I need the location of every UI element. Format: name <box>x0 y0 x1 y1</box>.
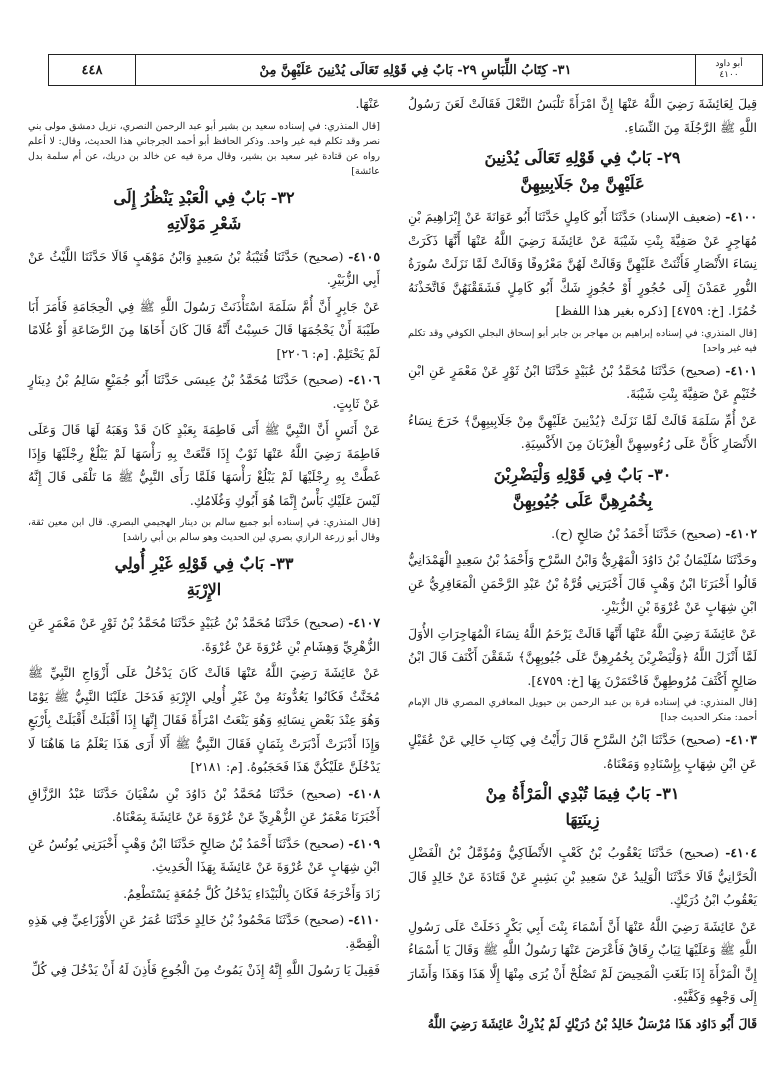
hadith-matn: عَنْ عَائِشَةَ رَضِيَ اللَّهُ عَنْهَا أَنَّهَا قَالَتْ يَرْحَمُ اللَّهُ نِسَاءَ الْمُهَاجِرَاتِ الأُوَلَ لَمَّا أَنْزَلَ اللَّهُ ﴿وَلْيَضْرِبْنَ بِخُمُرِهِنَّ عَلَى جُيُوبِهِنَّ﴾ شَقَقْنَ أَكْنَفَ قَالَ ابْنُ صَالِحٍ أَكْثَفَ مُرُوطِهِنَّ فَاخْتَمَرْنَ بِهَا [خ: ٤٧٥٩]. <box>408 625 757 688</box>
hadith-grade: (صحيح) <box>680 732 721 747</box>
hadith-grade: (صحيح) <box>303 372 344 387</box>
hadith-grade: (صحيح) <box>679 845 719 860</box>
hadith-grade: (ضعيف الإسناد) <box>640 209 722 224</box>
chapter-heading-line: ٣٣- بَابٌ فِي قَوْلِهِ غَيْرِ أُولِي <box>114 554 294 573</box>
chapter-heading <box>408 145 757 197</box>
hadith-4106 <box>28 368 380 415</box>
chapter-heading-line: عَلَيْهِنَّ مِنْ جَلَابِيبِهِنَّ <box>520 174 645 193</box>
chapter-heading-line: الإِرْبَةِ <box>186 580 222 599</box>
hadith-text: حَدَّثَنَا أَحْمَدُ بْنُ صَالِحٍ (ح). <box>551 525 678 541</box>
hadith-matn: عَنْ جَابِرٍ أَنَّ أُمَّ سَلَمَةَ اسْتَأْذَنَتْ رَسُولَ اللَّهِ ﷺ فِي الْحِجَامَةِ فَأَمَرَ أَبَا طَيْبَةَ أَنْ يَحْجُمَهَا قَالَ حَسِبْتُ أَنَّهُ قَالَ كَانَ أَخَاهَا مِنَ الرَّضَاعَةِ أَوْ غُلَامًا لَمْ يَحْتَلِمْ. [م: ٢٢٠٦] <box>28 298 380 361</box>
left-column <box>28 92 380 985</box>
chapter-heading <box>408 781 757 833</box>
header-chapter-title: ٣١- كِتَابُ اللِّبَاسِ ٢٩- بَابٌ فِي قَوْلِهِ تَعَالَى يُدْنِينَ عَلَيْهِنَّ مِنْ <box>259 62 572 78</box>
chapter-heading <box>408 462 757 514</box>
header-book-cell <box>695 55 762 85</box>
footnote: [قال المنذري: في إسناده إبراهيم بن مهاجر بن جابر أبو إسحاق البجلي الكوفي وقد تكلم فيه غير واحد] <box>408 327 757 354</box>
chapter-heading-line: ٣٢- بَابٌ فِي الْعَبْدِ يَنْظُرُ إِلَى <box>113 187 295 207</box>
chapter-heading-line: زِينَتِهَا <box>565 810 600 829</box>
hadith-text: حَدَّثَنَا مُحَمَّدُ بْنُ دَاوُدَ بْنِ سُفْيَانَ حَدَّثَنَا عَبْدُ الرَّزَّاقِ أَخْبَرَنَا مَعْمَرٌ عَنِ الزُّهْرِيِّ عَنْ عُرْوَةَ عَنْ عَائِشَةَ بِمَعْنَاهُ. <box>28 785 380 824</box>
hadith-number: ٤١٠٩- <box>348 835 380 851</box>
paragraph-continuation: عَنْهَا. <box>355 96 380 111</box>
footnote: [قال المنذري: في إسناده قرة بن عبد الرحمن بن حيويل المعافري المصري قال الإمام أحمد: منكر الحديث جدا] <box>408 697 757 723</box>
hadith-matn: فَقِيلَ يَا رَسُولَ اللَّهِ إِنَّهُ إِذَنْ يَمُوتُ مِنَ الْجُوعِ فَأَذِنَ لَهُ أَنْ يَدْخُلَ فِي كُلِّ <box>31 962 380 977</box>
header-book-title: أبو داود <box>715 59 743 69</box>
hadith-number: ٤١٠١- <box>725 362 757 378</box>
hadith-4108 <box>28 782 380 829</box>
hadith-number: ٤١٠٧- <box>348 615 380 630</box>
hadith-number: ٤١٠٤- <box>725 845 757 860</box>
chapter-heading-line: شَعْرِ مَوْلَاتِهِ <box>166 213 242 233</box>
hadith-grade: (صحيح) <box>301 785 342 801</box>
hadith-number: ٤١٠٢- <box>725 525 757 541</box>
hadith-number: ٤١٠٦- <box>348 372 380 387</box>
hadith-matn: عَنْ عَائِشَةَ رَضِيَ اللَّهُ عَنْهَا أَنَّ أَسْمَاءَ بِنْتَ أَبِي بَكْرٍ دَخَلَتْ عَلَى رَسُولِ اللَّهِ ﷺ وَعَلَيْهَا ثِيَابٌ رِقَاقٌ فَأَعْرَضَ عَنْهَا رَسُولُ اللَّهِ ﷺ وَقَالَ يَا أَسْمَاءُ إِنَّ الْمَرْأَةَ إِذَا بَلَغَتِ الْمَحِيضَ لَمْ تَصْلُحْ أَنْ يُرَى مِنْهَا إِلَّا هَذَا وَهَذَا وَأَشَارَ إِلَى وَجْهِهِ وَكَفَّيْهِ. <box>408 918 757 1004</box>
chapter-heading-line: بِخُمُرِهِنَّ عَلَى جُيُوبِهِنَّ <box>512 490 653 510</box>
paragraph: قِيلَ لِعَائِشَةَ رَضِيَ اللَّهُ عَنْهَا إِنَّ امْرَأَةً تَلْبَسُ النَّعْلَ فَقَالَتْ لَعَنَ رَسُولُ اللَّهِ ﷺ الرَّجُلَةَ مِنَ النِّسَاءِ. <box>408 96 757 135</box>
right-column <box>408 92 757 1038</box>
page-header <box>48 54 763 86</box>
hadith-text: حَدَّثَنَا قُتَيْبَةُ بْنُ سَعِيدٍ وَابْنُ مَوْهَبٍ قَالَا حَدَّثَنَا اللَّيْثُ عَنْ أَبِي الزُّبَيْرِ. <box>28 248 380 287</box>
page-number: ٤٤٨ <box>49 55 136 85</box>
hadith-4101 <box>408 359 757 406</box>
hadith-grade: (صحيح) <box>304 912 345 927</box>
hadith-4100 <box>408 205 757 323</box>
hadith-text: حَدَّثَنَا أَبُو كَامِلٍ حَدَّثَنَا أَبُو عَوَانَةَ عَنْ إِبْرَاهِيمَ بْنِ مُهَاجِرٍ عَنْ صَفِيَّةَ بِنْتِ شَيْبَةَ عَنْ عَائِشَةَ رَضِيَ اللَّهُ عَنْهَا أَنَّهَا ذَكَرَتْ نِسَاءَ الأَنْصَارِ فَأَثْنَتْ عَلَيْهِنَّ وَقَالَتْ لَهُنَّ مَعْرُوفًا وَقَالَتْ لَمَّا نَزَلَتْ سُورَةُ النُّورِ عَمَدْنَ إِلَى حُجُورٍ أَوْ حُجُوزٍ شَكَّ أَبُو كَامِلٍ فَشَقَقْنَهُنَّ فَاتَّخَذْنَهُ خُمُرًا. [خ: ٤٧٥٩] [ذكره بغير هذا اللفظ] <box>408 209 757 318</box>
hadith-number: ٤١٠٥- <box>348 248 380 264</box>
hadith-number: ٤١١٠- <box>348 912 380 927</box>
hadith-text: حَدَّثَنَا مُحَمَّدُ بْنُ عُبَيْدٍ حَدَّثَنَا ابْنُ ثَوْرٍ عَنْ مَعْمَرٍ عَنِ ابْنِ خُثَيْمٍ عَنْ صَفِيَّةَ بِنْتِ شَيْبَةَ. <box>408 362 757 401</box>
hadith-text: حَدَّثَنَا يَعْقُوبُ بْنُ كَعْبٍ الأَنْطَاكِيُّ وَمُؤَمَّلُ بْنُ الْفَضْلِ الْحَرَّانِيُّ قَالَا حَدَّثَنَا الْوَلِيدُ عَنْ سَعِيدِ بْنِ بَشِيرٍ عَنْ قَتَادَةَ عَنْ خَالِدٍ قَالَ يَعْقُوبُ ابْنُ دُرَيْكٍ. <box>408 845 757 907</box>
chapter-heading <box>28 185 380 237</box>
chapter-heading-line: ٣١- بَابٌ فِيمَا تُبْدِي الْمَرْأَةُ مِنْ <box>485 784 680 803</box>
hadith-grade: (صحيح) <box>681 525 722 541</box>
hadith-addition: زَادَ وَأَخْرَجَهُ فَكَانَ بِالْبَيْدَاءِ يَدْخُلُ كُلَّ جُمُعَةٍ يَسْتَطْعِمُ. <box>123 885 380 901</box>
hadith-text: حَدَّثَنَا مَحْمُودُ بْنُ خَالِدٍ حَدَّثَنَا عُمَرُ عَنِ الأَوْزَاعِيِّ فِي هَذِهِ الْقِصَّةِ. <box>28 912 380 951</box>
hadith-4109 <box>28 832 380 879</box>
header-hadith-range: ٤١٠٠ <box>719 70 739 80</box>
hadith-number: ٤١٠٨- <box>348 785 380 801</box>
hadith-matn: عَنْ أُمِّ سَلَمَةَ قَالَتْ لَمَّا نَزَلَتْ ﴿يُدْنِينَ عَلَيْهِنَّ مِنْ جَلَابِيبِهِنَّ﴾ خَرَجَ نِسَاءُ الأَنْصَارِ كَأَنَّ عَلَى رُءُوسِهِنَّ الْغِرْبَانَ مِنَ الأَكْسِيَةِ. <box>408 412 757 451</box>
hadith-4103 <box>408 728 757 775</box>
hadith-text: حَدَّثَنَا مُحَمَّدُ بْنُ عُبَيْدٍ حَدَّثَنَا مُحَمَّدُ بْنُ ثَوْرٍ عَنْ مَعْمَرٍ عَنِ الزُّهْرِيِّ وَهِشَامِ بْنِ عُرْوَةَ عَنْ عُرْوَةَ. <box>28 615 380 654</box>
footnote: [قال المنذري: في إسناده سعيد بن بشير أبو عبد الرحمن النصري، نزيل دمشق مولى بني نصر وقد تكلم فيه غير واحد. وذكر الحافظ أبو أحمد الجرجاني هذا الحديث، وقال: لا أعلم رواه عن قتادة غير سعيد بن بشير، وقال مرة فيه عن خالد بن دريك، عن أم سلمة بدل عائشة] <box>28 120 380 177</box>
hadith-grade: (صحيح) <box>680 362 721 378</box>
hadith-text: حَدَّثَنَا أَحْمَدُ بْنُ صَالِحٍ حَدَّثَنَا ابْنُ وَهْبٍ أَخْبَرَنِي يُونُسُ عَنِ ابْنِ شِهَابٍ عَنْ عُرْوَةَ عَنْ عَائِشَةَ بِهَذَا الْحَدِيثِ. <box>28 835 380 874</box>
hadith-4105 <box>28 245 380 292</box>
hadith-isnad: وحَدَّثَنَا سُلَيْمَانُ بْنُ دَاوُدَ الْمَهْرِيُّ وَابْنُ السَّرْحِ وَأَحْمَدُ بْنُ سَعِيدٍ الْهَمْدَانِيُّ قَالُوا أَخْبَرَنَا ابْنُ وَهْبٍ قَالَ أَخْبَرَنِي قُرَّةُ بْنُ عَبْدِ الرَّحْمَنِ الْمَعَافِرِيُّ عَنِ ابْنِ شِهَابٍ عَنْ عُرْوَةَ بْنِ الزُّبَيْرِ. <box>408 552 757 614</box>
hadith-4110 <box>28 908 380 955</box>
chapter-heading <box>28 551 380 603</box>
hadith-grade: (صحيح) <box>304 615 345 630</box>
hadith-text: حَدَّثَنَا مُحَمَّدُ بْنُ عِيسَى حَدَّثَنَا أَبُو جُمَيْعٍ سَالِمُ بْنُ دِينَارٍ عَنْ ثَابِتٍ. <box>28 372 380 411</box>
hadith-grade: (صحيح) <box>303 248 344 264</box>
chapter-heading-line: ٢٩- بَابٌ فِي قَوْلِهِ تَعَالَى يُدْنِينَ <box>484 148 681 167</box>
hadith-text: حَدَّثَنَا ابْنُ السَّرْحِ قَالَ رَأَيْتُ فِي كِتَابِ خَالِي عَنْ عُقَيْلٍ عَنِ ابْنِ شِهَابٍ بِإِسْنَادِهِ وَمَعْنَاهُ. <box>408 732 757 771</box>
hadith-grade: (صحيح) <box>304 835 345 851</box>
chapter-heading-line: ٣٠- بَابٌ فِي قَوْلِهِ وَلْيَضْرِبْنَ <box>493 464 672 484</box>
hadith-4107 <box>28 611 380 658</box>
author-comment: قَالَ أَبُو دَاوُد هَذَا مُرْسَلٌ خَالِدُ بْنُ دُرَيْكٍ لَمْ يُدْرِكْ عَائِشَةَ رَضِيَ اللَّهُ <box>427 1015 757 1031</box>
hadith-4102 <box>408 522 757 546</box>
hadith-matn: عَنْ عَائِشَةَ رَضِيَ اللَّهُ عَنْهَا قَالَتْ كَانَ يَدْخُلُ عَلَى أَزْوَاجِ النَّبِيِّ ﷺ مُخَنَّثٌ فَكَانُوا يَعُدُّونَهُ مِنْ غَيْرِ أُولِي الإِرْبَةِ فَدَخَلَ عَلَيْنَا النَّبِيُّ ﷺ يَوْمًا وَهُوَ عِنْدَ بَعْضِ نِسَائِهِ وَهُوَ يَنْعَتُ امْرَأَةً فَقَالَ إِنَّهَا إِذَا أَقْبَلَتْ أَقْبَلَتْ بِأَرْبَعٍ وَإِذَا أَدْبَرَتْ أَدْبَرَتْ بِثَمَانٍ فَقَالَ النَّبِيُّ ﷺ أَلَا أَرَى هَذَا يَعْلَمُ مَا هَاهُنَا لَا يَدْخُلَنَّ عَلَيْكُنَّ هَذَا فَحَجَبُوهُ. [م: ٢١٨١] <box>28 665 380 774</box>
hadith-matn: عَنْ أَنَسٍ أَنَّ النَّبِيَّ ﷺ أَتَى فَاطِمَةَ بِعَبْدٍ كَانَ قَدْ وَهَبَهُ لَهَا قَالَ وَعَلَى فَاطِمَةَ رَضِيَ اللَّهُ عَنْهَا ثَوْبٌ إِذَا قَنَّعَتْ بِهِ رَأْسَهَا لَمْ يَبْلُغْ رِجْلَيْهَا وَإِذَا غَطَّتْ بِهِ رِجْلَيْهَا لَمْ يَبْلُغْ رَأْسَهَا فَلَمَّا رَأَى النَّبِيُّ ﷺ مَا تَلْقَى قَالَ إِنَّهُ لَيْسَ عَلَيْكِ بَأْسٌ إِنَّمَا هُوَ أَبُوكِ وَغُلَامُكِ. <box>28 422 380 508</box>
hadith-number: ٤١٠٠- <box>725 209 757 224</box>
hadith-number: ٤١٠٣- <box>725 732 757 747</box>
footnote: [قال المنذري: في إسناده أبو جميع سالم بن دينار الهجيمي البصري. قال ابن معين ثقة، وقال أبو زرعة الرازي بصري لين الحديث وهو سالم بن أبي راشد] <box>28 517 380 543</box>
hadith-4104 <box>408 841 757 912</box>
